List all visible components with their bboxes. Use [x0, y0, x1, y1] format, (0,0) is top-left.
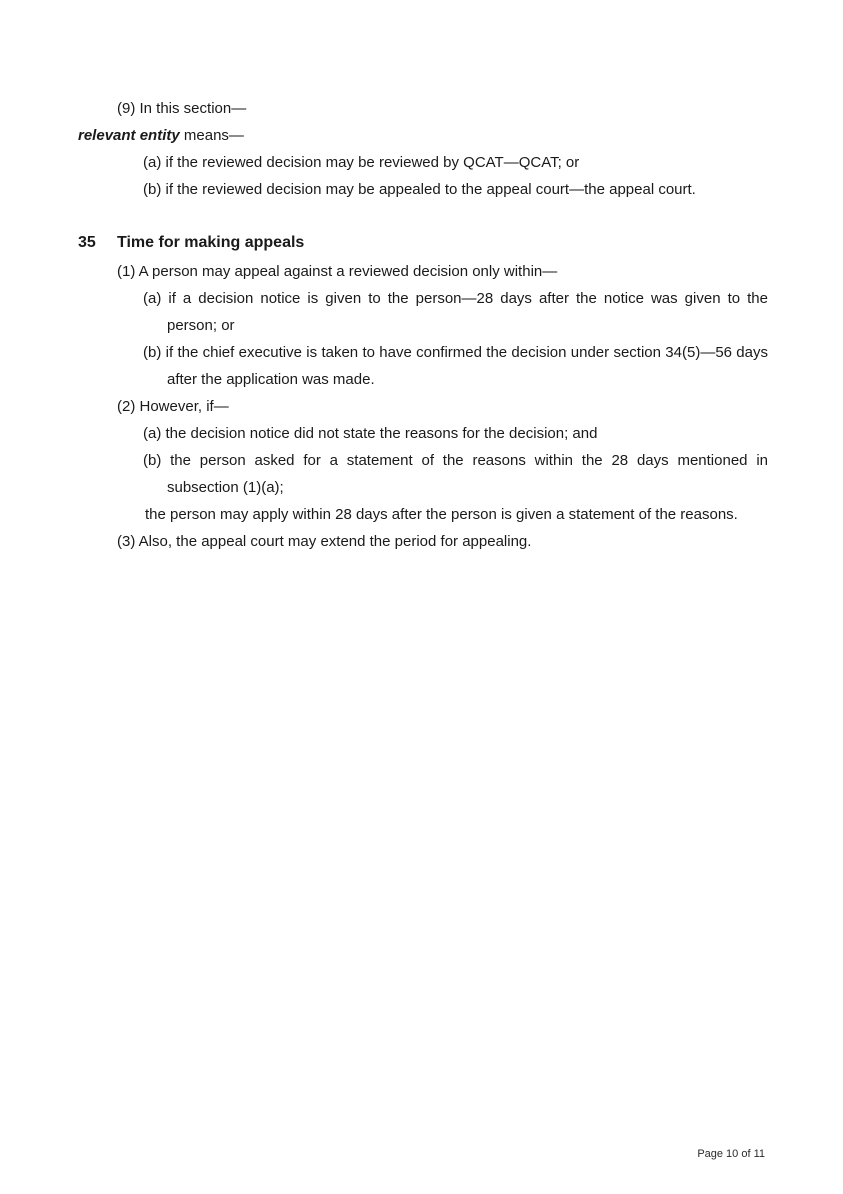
- section-title: Time for making appeals: [117, 234, 305, 251]
- subsection-2-item-b: (b) the person asked for a statement of the reasons within the 28 days mentioned in subsection (1)(a);: [143, 452, 768, 496]
- definition-line: [0, 122, 768, 149]
- definition-item-a: (a) if the reviewed decision may be reviewed by QCAT—QCAT; or: [143, 154, 580, 171]
- definition-suffix: means—: [179, 127, 244, 144]
- subsection-9-line: (9) In this section—: [117, 100, 247, 117]
- subsection-2-line: (2) However, if—: [117, 398, 229, 415]
- section-number: 35: [78, 234, 96, 251]
- document-body: [0, 0, 843, 555]
- page-number-footer: Page 10 of 11: [697, 1148, 765, 1160]
- subsection-1-line: (1) A person may appeal against a reviewed decision only within—: [117, 263, 558, 280]
- subsection-1-item-b: (b) if the chief executive is taken to have confirmed the decision under section 34(5)—56 days after the application was made.: [143, 344, 768, 388]
- definition-term: relevant entity: [78, 127, 180, 144]
- subsection-2-item-a: (a) the decision notice did not state the reasons for the decision; and: [143, 425, 598, 442]
- section-heading: [0, 229, 768, 256]
- definition-item-b: (b) if the reviewed decision may be appealed to the appeal court—the appeal court.: [143, 181, 696, 198]
- subsection-1-item-a: (a) if a decision notice is given to the person—28 days after the notice was given to the person; or: [143, 290, 768, 334]
- subsection-3-line: (3) Also, the appeal court may extend the period for appealing.: [117, 533, 532, 550]
- subsection-2-tail: the person may apply within 28 days after the person is given a statement of the reasons.: [145, 506, 738, 523]
